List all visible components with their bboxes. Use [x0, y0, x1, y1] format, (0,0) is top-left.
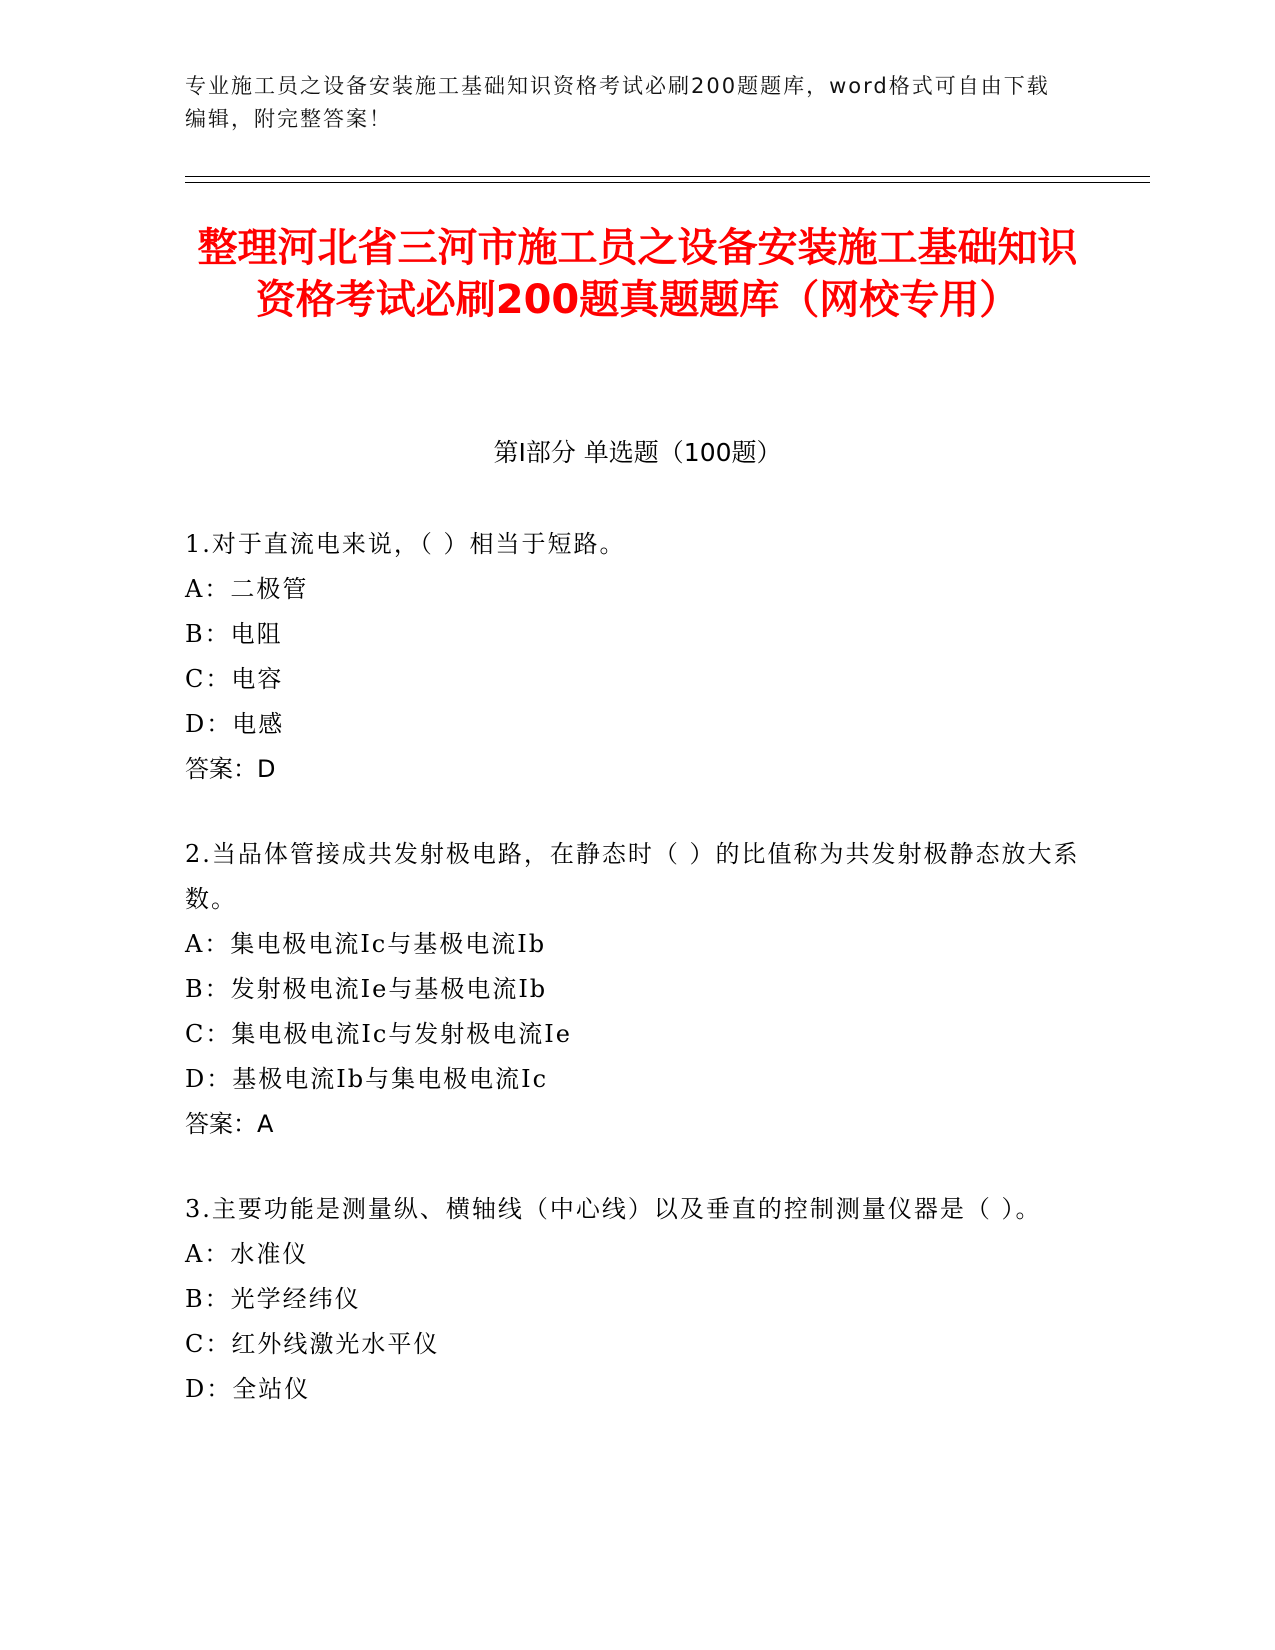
answer: 答案：A	[185, 1110, 274, 1138]
option-c: C：电容	[185, 665, 284, 693]
question-2	[185, 832, 1090, 1147]
option-a: A：集电极电流Ic与基极电流Ib	[185, 930, 547, 958]
header-note: 专业施工员之设备安装施工基础知识资格考试必刷200题题库，word格式可自由下载编辑，附完整答案！	[185, 74, 1050, 131]
option-b: B：光学经纬仪	[185, 1285, 361, 1313]
question-3	[185, 1187, 1090, 1412]
question-list	[185, 522, 1090, 1452]
question-stem: 3.主要功能是测量纵、横轴线（中心线）以及垂直的控制测量仪器是（ ）。	[185, 1195, 1042, 1223]
option-c: C：红外线激光水平仪	[185, 1330, 440, 1358]
question-stem: 1.对于直流电来说，（ ）相当于短路。	[185, 530, 626, 558]
option-d: D：基极电流Ib与集电极电流Ic	[185, 1065, 549, 1093]
option-a: A：二极管	[185, 575, 309, 603]
option-d: D：全站仪	[185, 1375, 311, 1403]
option-b: B：电阻	[185, 620, 283, 648]
answer: 答案：D	[185, 755, 276, 783]
option-b: B：发射极电流Ie与基极电流Ib	[185, 975, 548, 1003]
option-d: D：电感	[185, 710, 285, 738]
section-title: 第Ⅰ部分 单选题（100题）	[493, 438, 782, 467]
question-1	[185, 522, 1090, 792]
option-a: A：水准仪	[185, 1240, 309, 1268]
document-title: 整理河北省三河市施工员之设备安装施工基础知识资格考试必刷200题真题题库（网校专用）	[197, 225, 1078, 323]
option-c: C：集电极电流Ic与发射极电流Ie	[185, 1020, 572, 1048]
question-stem: 2.当品体管接成共发射极电路，在静态时（ ）的比值称为共发射极静态放大系数。	[185, 840, 1080, 913]
header-divider-top	[185, 176, 1150, 177]
header-divider-bottom	[185, 182, 1150, 183]
